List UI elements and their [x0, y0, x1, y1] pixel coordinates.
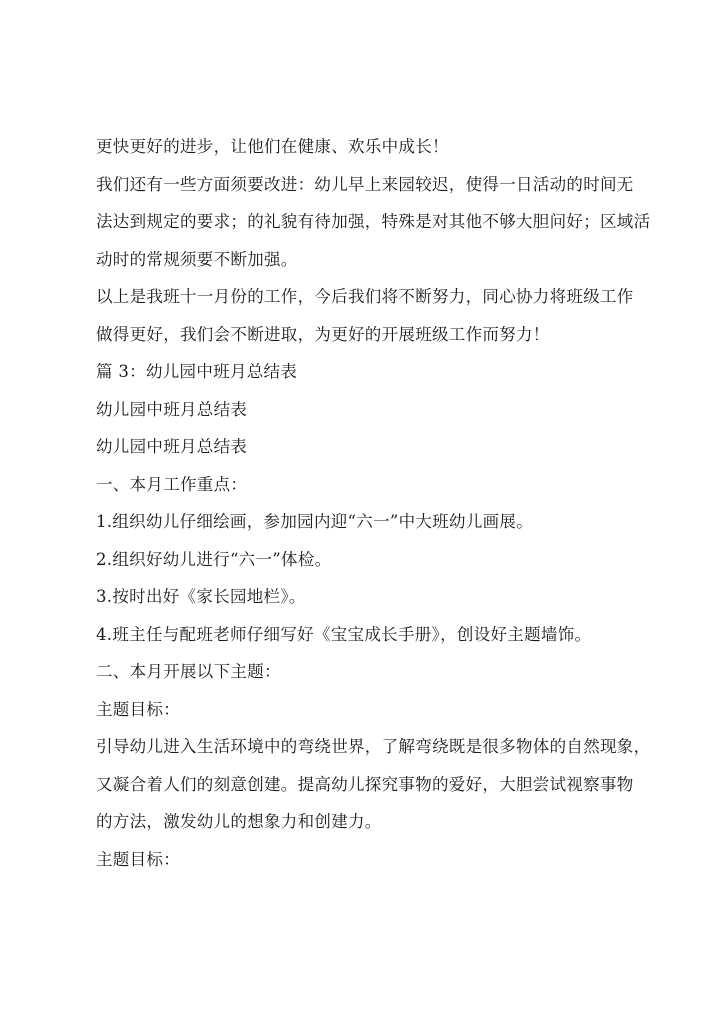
section-heading: 一、本月工作重点：	[96, 474, 248, 494]
text-line: 更快更好的进步，让他们在健康、欢乐中成长！	[96, 137, 449, 156]
list-item: 2.组织好幼儿进行“六一”体检。	[96, 549, 332, 569]
list-item: 1.组织幼儿仔细绘画，参加园内迎“六一”中大班幼儿画展。	[96, 512, 534, 531]
subsection-label: 主题目标：	[96, 699, 180, 719]
section-heading: 二、本月开展以下主题：	[96, 662, 281, 681]
text-line: 以上是我班十一月份的工作，今后我们将不断努力，同心协力将班级工作	[96, 287, 634, 306]
text-line: 的方法，激发幼儿的想象力和创建力。	[96, 812, 382, 831]
text-line: 引导幼儿进入生活环境中的弯绕世界，了解弯绕既是很多物体的自然现象，	[96, 737, 651, 756]
text-line: 做得更好，我们会不断进取，为更好的开展班级工作而努力！	[96, 324, 550, 344]
text-line: 又凝合着人们的刻意创建。提高幼儿探究事物的爱好，大胆尝试视察事物	[96, 774, 634, 794]
section-heading: 篇 3：幼儿园中班月总结表	[96, 362, 298, 381]
text-line: 我们还有一些方面须要改进：幼儿早上来园较迟，使得一日活动的时间无	[96, 174, 634, 194]
text-line: 法达到规定的要求；的礼貌有待加强，特殊是对其他不够大胆问好；区域活	[96, 212, 651, 231]
list-item: 3.按时出好《家长园地栏》。	[96, 587, 306, 606]
subsection-label: 主题目标：	[96, 849, 180, 869]
text-line: 动时的常规须要不断加强。	[96, 249, 298, 269]
document-title: 幼儿园中班月总结表	[96, 437, 248, 456]
document-body	[96, 128, 660, 878]
list-item: 4.班主任与配班老师仔细写好《宝宝成长手册》，创设好主题墙饰。	[96, 624, 592, 644]
document-title: 幼儿园中班月总结表	[96, 399, 248, 419]
